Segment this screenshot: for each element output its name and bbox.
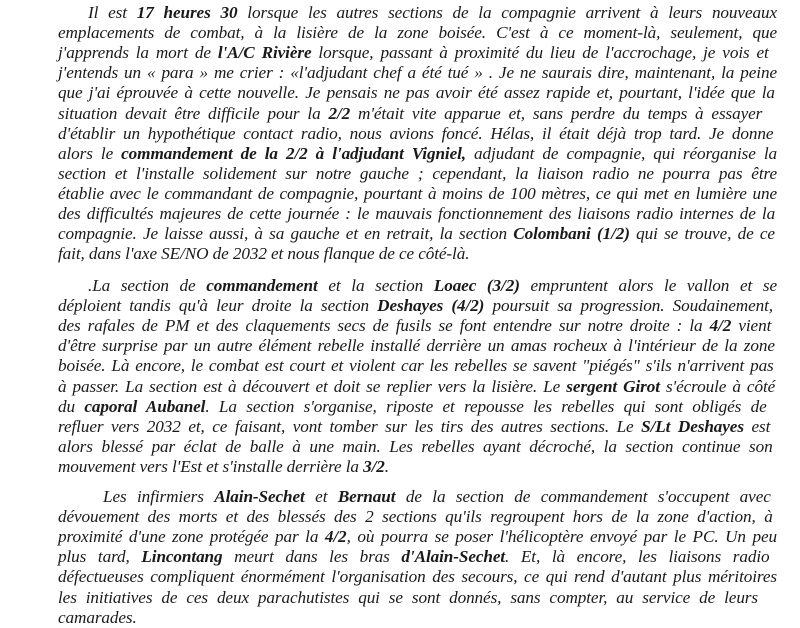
text-line — [103, 487, 771, 507]
text-run: lorsque les autres sections de la compagnie arrivent à leurs nouveaux — [237, 3, 777, 22]
text-line — [58, 184, 777, 204]
text-run: camarades. — [58, 607, 137, 627]
text-line — [58, 316, 771, 336]
text-run: qui se trouve, de ce — [629, 224, 775, 244]
bold-run: commandement — [206, 276, 318, 295]
text-run: des difficultés majeures de cette journée : le mauvais fonctionnement des liaisons radio internes de la — [58, 204, 776, 223]
text-run: alors le — [58, 143, 122, 163]
bold-run: Alain-Sechet — [214, 487, 305, 506]
text-run: lorsque, passant à proximité du lieu de l'accrochage, je vois et — [311, 43, 769, 63]
text-line — [58, 23, 777, 43]
bold-run: Lincontang — [141, 547, 223, 567]
text-run: les initiatives de ces deux parachutistes qui se sont donnés, sans compter, au service de leurs — [58, 587, 758, 607]
bold-run: 4/2 — [709, 316, 732, 336]
text-run: , où pourra se poser l'hélicoptère envoyé par le PC. Un peu — [346, 527, 777, 547]
text-run: poursuit sa progression. Soudainement, — [484, 296, 774, 316]
text-run: établie avec le commandant de compagnie, pourtant à moins de 100 mètres, ce qui met en lumière une — [58, 183, 777, 203]
text-run: m'était vite apparue et, sans perdre du temps à essayer — [350, 103, 763, 123]
text-run: défectueuses compliquent énormément l'organisation des secours, ce qui rend d'autant plus méritoires — [58, 567, 777, 587]
text-run: j'entends un « para » me crier : «l'adjudant chef a été tué » . Je ne saurais dire, maintenant, la peine — [58, 63, 777, 83]
text-line — [58, 43, 769, 63]
text-run: vient — [731, 316, 772, 336]
text-run: Les infirmiers — [103, 487, 215, 506]
text-line — [58, 63, 777, 83]
text-line — [58, 417, 770, 437]
bold-run: Colombani (1/2) — [513, 224, 630, 244]
text-run: section et l'installe solidement sur notre gauche ; cependant, la liaison radio ne pourra pas être — [58, 163, 777, 183]
text-run: boisée. Là encore, le combat est court et violent car les rebelles se savent "piégés" s'ils n'arrivent pas — [58, 356, 774, 376]
text-run: . — [384, 456, 389, 476]
text-line — [58, 83, 775, 103]
text-run: plus tard, — [58, 547, 142, 567]
text-run: empruntent alors le vallon et se — [519, 276, 777, 295]
text-run: fait, dans l'axe SE/NO de 2032 et nous flanque de ce côté-là. — [58, 244, 470, 264]
text-line — [58, 507, 773, 527]
text-run: du — [58, 396, 85, 416]
bold-run: 3/2 — [363, 456, 385, 476]
bold-run: sergent Girot — [566, 376, 660, 396]
text-line — [58, 547, 770, 567]
text-run: dévouement des morts et des blessés des 2 sections qu'ils regroupent hors de la zone d'action, à — [58, 507, 773, 527]
text-run: emplacements de combat, à la lisière de la zone boisée. C'est à ce moment-là, seulement, que — [58, 23, 777, 43]
bold-run: commandement de la 2/2 à l'adjudant Vigniel, — [121, 143, 466, 163]
text-run: . La section s'organise, riposte et repousse les rebelles qui sont obligés de — [205, 396, 767, 416]
bold-run: 2/2 — [328, 103, 351, 123]
text-run: Il est — [88, 3, 137, 22]
text-line — [58, 527, 777, 547]
text-line — [58, 567, 777, 587]
text-run: mouvement vers l'Est et s'installe derrière la — [58, 456, 364, 476]
text-line — [58, 336, 775, 356]
bold-run: Loaec (3/2) — [433, 276, 520, 295]
text-line — [58, 124, 773, 144]
bold-run: 4/2 — [324, 527, 347, 547]
text-line — [58, 377, 775, 397]
text-line — [58, 608, 137, 628]
bold-run: l'A/C Rivière — [217, 43, 312, 63]
bold-run: 17 heures 30 — [136, 3, 238, 22]
text-run: adjudant de compagnie, qui réorganise la — [465, 143, 777, 163]
text-line — [88, 276, 777, 296]
text-line — [58, 296, 773, 316]
text-run: d'être surprise par un autre élément rebelle installé derrière un amas rocheux à l'intérieur de la zone — [58, 336, 775, 356]
text-line — [58, 457, 389, 477]
text-line — [58, 104, 762, 124]
bold-run: caporal Aubanel — [84, 396, 206, 416]
text-run: déploient tandis qu'à leur droite la section — [58, 296, 378, 316]
text-run: .La section de — [88, 276, 207, 295]
text-run: et — [304, 487, 338, 506]
text-line — [58, 164, 777, 184]
text-run: alors blessé par éclat de balle à une main. Les rebelles ayant décroché, la section continue son — [58, 436, 773, 456]
text-line — [58, 224, 775, 244]
text-run: et la section — [317, 276, 434, 295]
text-run: est — [743, 416, 771, 436]
text-run: de la section de commandement s'occupent avec — [395, 487, 771, 506]
text-run: à passer. La section est à découvert et doit se replier vers la lisière. Le — [58, 376, 567, 396]
text-line — [58, 397, 767, 417]
text-line — [58, 144, 777, 164]
text-run: compagnie. Je laisse aussi, à sa gauche et en retrait, la section — [58, 224, 514, 244]
text-run: que j'ai éprouvée à cette nouvelle. Je pensais ne pas avoir été assez rapide et, pourtant, l'idée que la — [58, 83, 775, 103]
bold-run: Bernaut — [337, 487, 396, 506]
text-run: des rafales de PM et des claquements secs de fusils se font entendre sur notre droite : la — [58, 316, 710, 336]
text-run: j'apprends la mort de — [58, 43, 218, 63]
text-line — [58, 356, 774, 376]
text-run: . Et, là encore, les liaisons radio — [505, 547, 770, 567]
bold-run: d'Alain-Sechet — [401, 547, 506, 567]
text-run: d'établir un hypothétique contact radio, nous avions foncé. Hélas, il était déjà trop tard. Je donne — [58, 123, 774, 143]
text-run: situation devait être difficile pour la — [58, 103, 329, 123]
text-line — [58, 204, 775, 224]
text-run: proximité d'une zone protégée par la — [58, 527, 325, 547]
text-line — [58, 588, 758, 608]
bold-run: S/Lt Deshayes — [641, 416, 744, 436]
text-run: s'écroule à côté — [659, 376, 776, 396]
text-run: refluer vers 2032 et, ce faisant, vont tomber sur les tirs des autres sections. Le — [58, 416, 642, 436]
bold-run: Deshayes (4/2) — [377, 296, 485, 316]
text-line — [58, 244, 469, 264]
text-line — [58, 437, 773, 457]
text-run: meurt dans les bras — [222, 547, 402, 567]
text-line — [88, 3, 777, 23]
